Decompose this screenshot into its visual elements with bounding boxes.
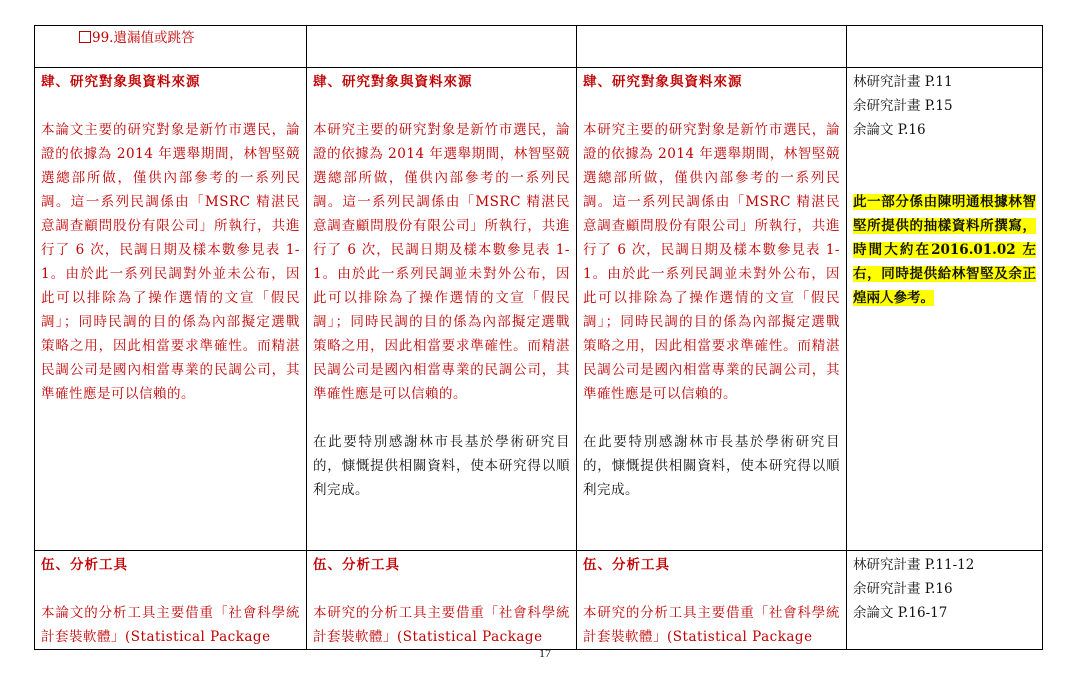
empty-cell (847, 26, 1043, 68)
section-paragraph: 本研究主要的研究對象是新竹市選民，論證的依據為 2014 年選舉期間，林智堅競選總部所做，僅供內部參考的一系列民調。這一系列民調係由「MSRC 精湛民意調查顧問股份有限公司」所執行，共進行了 6 次，民調日期及樣本數參見表 1-1。由於此一系列民調並未對外公布，因此可以排除為了操作選情的文宣「假民調」；同時民調的目的係為內部擬定選戰策略之用，因此相當要求準確性。而精湛民調公司是國內相當專業的民調公司，其準確性應是可以信賴的。 (583, 122, 840, 402)
section-heading: 肆、研究對象與資料來源 (41, 74, 201, 90)
thanks-paragraph: 在此要特別感謝林市長基於學術研究目的，慷慨提供相關資料，使本研究得以順利完成。 (583, 434, 840, 498)
section4-refs (847, 68, 1043, 551)
reference-line: 余研究計畫 P.16 (853, 581, 953, 597)
section-heading: 伍、分析工具 (41, 557, 128, 573)
section-heading: 肆、研究對象與資料來源 (583, 74, 743, 90)
reference-line: 余研究計畫 P.15 (853, 98, 953, 114)
reference-line: 林研究計畫 P.11 (853, 74, 953, 90)
thanks-paragraph: 在此要特別感謝林市長基於學術研究目的，慷慨提供相關資料，使本研究得以順利完成。 (313, 434, 570, 498)
reference-line: 余論文 P.16 (853, 122, 926, 138)
section5-col2 (307, 551, 577, 650)
missing-cell (35, 26, 307, 68)
reference-line: 余論文 P.16-17 (853, 605, 948, 621)
section5-refs (847, 551, 1043, 650)
table-row (35, 551, 1043, 650)
section4-col2 (307, 68, 577, 551)
table-row (35, 68, 1043, 551)
missing-value-label: 99.遺漏值或跳答 (92, 30, 195, 46)
section-paragraph: 本研究的分析工具主要借重「社會科學統計套裝軟體」(Statistical Package (313, 605, 570, 645)
comparison-table (34, 25, 1043, 650)
checkbox-icon (79, 31, 91, 43)
section-paragraph: 本論文的分析工具主要借重「社會科學統計套裝軟體」(Statistical Package (41, 605, 300, 645)
section-paragraph: 本論文主要的研究對象是新竹市選民，論證的依據為 2014 年選舉期間，林智堅競選總部所做，僅供內部參考的一系列民調。這一系列民調係由「MSRC 精湛民意調查顧問股份有限公司」所執行，共進行了 6 次，民調日期及樣本數參見表 1-1。由於此一系列民調對外並未公布，因此可以排除為了操作選情的文宣「假民調」；同時民調的目的係為內部擬定選戰策略之用，因此相當要求準確性。而精湛民調公司是國內相當專業的民調公司，其準確性應是可以信賴的。 (41, 122, 300, 402)
highlighted-note: 此一部分係由陳明通根據林智堅所提供的抽樣資料所撰寫，時間大約在2016.01.02 左右，同時提供給林智堅及余正煌兩人參考。 (853, 194, 1036, 306)
section-heading: 肆、研究對象與資料來源 (313, 74, 473, 90)
empty-cell (307, 26, 577, 68)
empty-cell (577, 26, 847, 68)
reference-line: 林研究計畫 P.11-12 (853, 557, 975, 573)
section-heading: 伍、分析工具 (313, 557, 400, 573)
section-heading: 伍、分析工具 (583, 557, 670, 573)
section4-col1 (35, 68, 307, 551)
page-number: 17 (539, 646, 551, 660)
section5-col3 (577, 551, 847, 650)
section4-col3 (577, 68, 847, 551)
section-paragraph: 本研究主要的研究對象是新竹市選民，論證的依據為 2014 年選舉期間，林智堅競選總部所做，僅供內部參考的一系列民調。這一系列民調係由「MSRC 精湛民意調查顧問股份有限公司」所執行，共進行了 6 次，民調日期及樣本數參見表 1-1。由於此一系列民調並未對外公布，因此可以排除為了操作選情的文宣「假民調」；同時民調的目的係為內部擬定選戰策略之用，因此相當要求準確性。而精湛民調公司是國內相當專業的民調公司，其準確性應是可以信賴的。 (313, 122, 570, 402)
table-row (35, 26, 1043, 68)
section-paragraph: 本研究的分析工具主要借重「社會科學統計套裝軟體」(Statistical Package (583, 605, 840, 645)
section5-col1 (35, 551, 307, 650)
